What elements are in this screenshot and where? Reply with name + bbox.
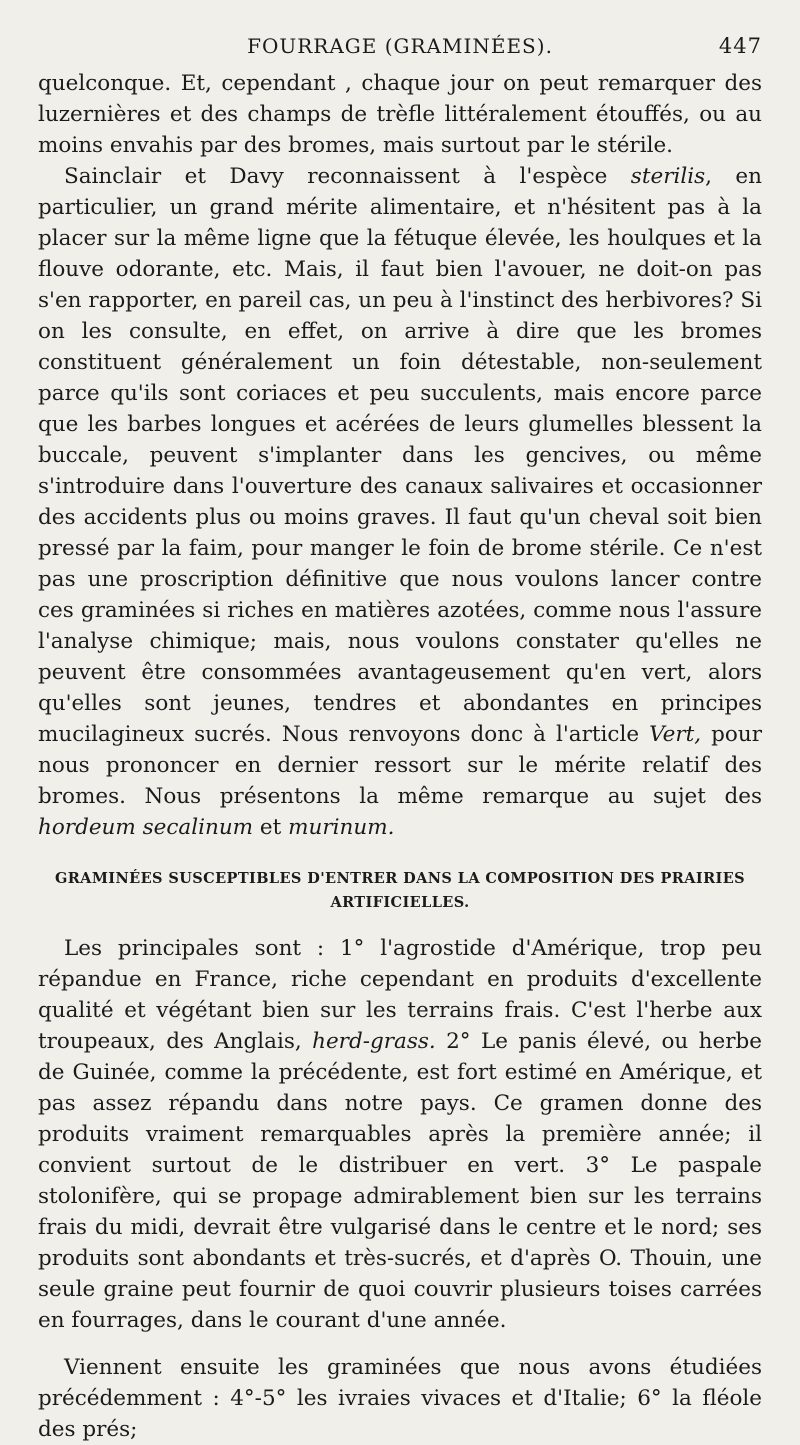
paragraph-2: [38, 161, 762, 843]
paragraph-4: Viennent ensuite les graminées que nous avons étudiées précédemment : 4°-5° les ivraies vivaces et d'Italie; 6° la fléole des prés;: [38, 1355, 762, 1442]
running-head: [38, 28, 762, 68]
species-hordeum-secalinum: hordeum secalinum: [38, 815, 254, 840]
article-vert: Vert,: [649, 722, 702, 747]
paragraph-3-text-1: Les principales sont : 1° l'agrostide d'Amérique, trop peu répandue en France, riche cependant en produits d'excellente qualité et végétant bien sur les terrains frais. C'est l'herbe aux troupeaux, des Anglais,: [38, 936, 762, 1054]
species-sterilis: sterilis: [630, 164, 706, 189]
paragraph-2-text-2: , en particulier, un grand mérite alimentaire, et n'hésitent pas à la placer sur la même ligne que la fétuque élevée, les houlques et la flouve odorante, etc. Mais, il faut bien l'avouer, ne doit-on pas s'en rapporter, en pareil cas, un peu à l'instinct des herbivores? Si on les consulte, en effet, on arrive à dire que les bromes constituent généralement un foin détestable, non-seulement parce qu'ils sont coriaces et peu succulents, mais encore parce que les barbes longues et acérées de leurs glumelles blessent la buccale, peuvent s'implanter dans les gencives, ou même s'introduire dans l'ouverture des canaux salivaires et occasionner des accidents plus ou moins graves. Il faut qu'un cheval soit bien pressé par la faim, pour manger le foin de brome stérile. Ce n'est pas une proscription définitive que nous voulons lancer contre ces graminées si riches en matières azotées, comme nous l'assure l'analyse chimique; mais, nous voulons constater qu'elles ne peuvent être consommées avantageusement qu'en vert, alors qu'elles sont jeunes, tendres et abondantes en principes mucilagineux sucrés. Nous renvoyons donc à l'article: [38, 164, 762, 747]
paragraph-3: [38, 933, 762, 1336]
paragraph-1: quelconque. Et, cependant , chaque jour on peut remarquer des luzernières et des champs de trèfle littéralement étouffés, ou au moins envahis par des bromes, mais surtout par le stérile.: [38, 71, 762, 158]
paragraph-2-text-3: pour nous prononcer en dernier ressort sur le mérite relatif des bromes. Nous présentons la même remarque au sujet des: [38, 722, 762, 809]
section-heading: GRAMINÉES SUSCEPTIBLES D'ENTRER DANS LA COMPOSITION DES PRAIRIES ARTIFICIELLES.: [54, 870, 746, 911]
paragraph-2-text-1: Sainclair et Davy reconnaissent à l'espèce: [64, 164, 631, 189]
species-murinum: murinum.: [288, 815, 395, 840]
paragraph-2-text-4: et: [253, 815, 289, 840]
paragraph-3-text-2: 2° Le panis élevé, ou herbe de Guinée, comme la précédente, est fort estimé en Amérique, et pas assez répandu dans notre pays. Ce gramen donne des produits vraiment remarquables après la première année; il convient surtout de le distribuer en vert. 3° Le paspale stolonifère, qui se propage admirablement bien sur les terrains frais du midi, devrait être vulgarisé dans le centre et le nord; ses produits sont abondants et très-sucrés, et d'après O. Thouin, une seule graine peut fournir de quoi couvrir plusieurs toises carrées en fourrages, dans le courant d'une année.: [38, 1029, 762, 1333]
page-number: 447: [718, 34, 762, 58]
term-herd-grass: herd-grass.: [312, 1029, 436, 1054]
running-title: FOURRAGE (GRAMINÉES).: [247, 34, 553, 58]
